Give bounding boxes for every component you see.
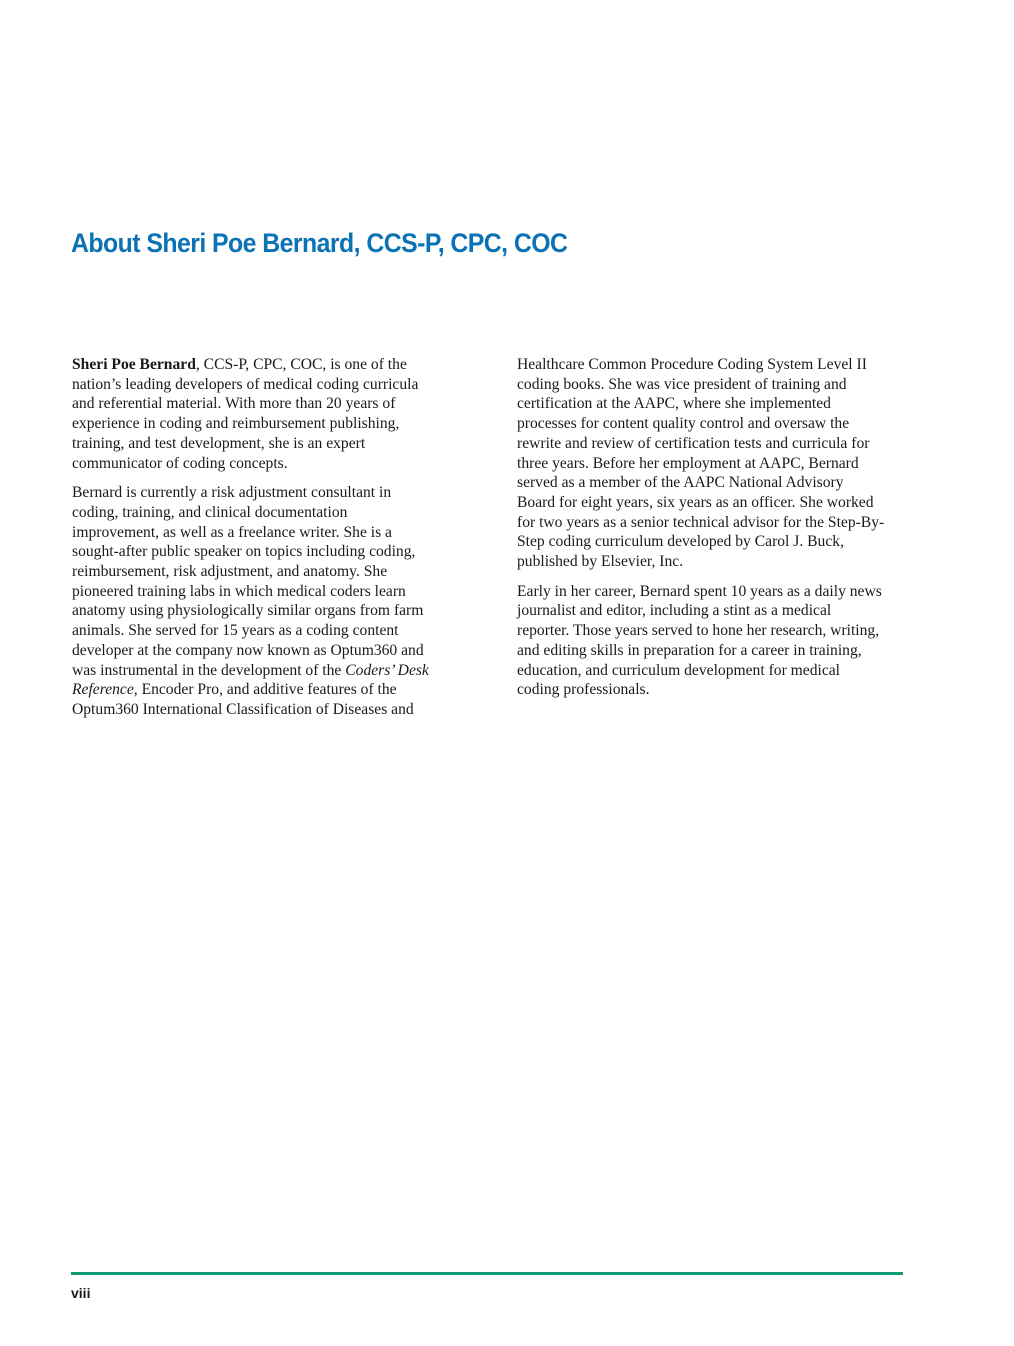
text-line: communicator of coding concepts. [72, 454, 288, 472]
text-line: coding books. She was vice president of training and [517, 375, 847, 393]
page-title: About Sheri Poe Bernard, CCS-P, CPC, COC [71, 228, 568, 258]
text-line: animals. She served for 15 years as a coding content [72, 622, 399, 640]
text-line: served as a member of the AAPC National Advisory [517, 474, 844, 492]
bio-paragraph-early-career [517, 582, 910, 700]
text-line: Step coding curriculum developed by Carol J. Buck, [517, 533, 844, 551]
text-line: coding professionals. [517, 681, 650, 699]
text-line: anatomy using physiologically similar organs from farm [72, 602, 424, 620]
text-line: reporter. Those years served to hone her research, writing, [517, 622, 880, 640]
bio-paragraph-continued [517, 355, 910, 572]
text-line: coding, training, and clinical documentation [72, 503, 348, 521]
text-line [72, 661, 462, 681]
bio-paragraph-career [72, 483, 462, 719]
text-line: and editing skills in preparation for a career in training, [517, 641, 862, 659]
text-line: rewrite and review of certification tests and curricula for [517, 434, 870, 452]
left-column [72, 355, 462, 730]
text-line: published by Elsevier, Inc. [517, 553, 684, 571]
text-line: three years. Before her employment at AAPC, Bernard [517, 454, 859, 472]
author-credentials: , CCS-P, CPC, COC, [195, 356, 327, 373]
text-line [72, 680, 462, 700]
author-name: Sheri Poe Bernard [72, 356, 196, 373]
text-line: experience in coding and reimbursement publishing, [72, 415, 400, 433]
text-line: developer at the company now known as Optum360 and [72, 641, 424, 659]
text-line: processes for content quality control and oversaw the [517, 415, 850, 433]
text-line: training, and test development, she is an expert [72, 434, 366, 452]
text-line: Bernard is currently a risk adjustment consultant in [72, 484, 392, 502]
text-line: certification at the AAPC, where she implemented [517, 395, 831, 413]
text-line: journalist and editor, including a stint as a medical [517, 602, 832, 620]
text-line: improvement, as well as a freelance writer. She is a [72, 523, 392, 541]
text-line: Board for eight years, six years as an officer. She worked [517, 493, 874, 511]
text-line: sought-after public speaker on topics including coding, [72, 543, 416, 561]
text-fragment: was instrumental in the development of the [72, 661, 346, 679]
text-line: reimbursement, risk adjustment, and anatomy. She [72, 563, 388, 581]
text-line: and referential material. With more than 20 years of [72, 395, 396, 413]
book-title-fragment: Reference [72, 681, 134, 699]
text-line: pioneered training labs in which medical coders learn [72, 582, 406, 600]
book-title-fragment: Coders’ Desk [345, 661, 429, 679]
text-line: for two years as a senior technical advisor for the Step-By- [517, 513, 885, 531]
text-line: Optum360 International Classification of Diseases and [72, 700, 414, 718]
text-fragment: , Encoder Pro, and additive features of the [133, 681, 397, 699]
right-column [517, 355, 910, 710]
text-line: Healthcare Common Procedure Coding System Level II [517, 356, 867, 373]
bio-paragraph-intro [72, 355, 462, 473]
footer-divider [71, 1272, 903, 1275]
page-number: viii [71, 1285, 91, 1301]
text-fragment: is one of the [326, 356, 407, 373]
text-line [72, 355, 462, 375]
text-line: education, and curriculum development for medical [517, 661, 841, 679]
text-line: Early in her career, Bernard spent 10 years as a daily news [517, 582, 882, 600]
text-line: nation’s leading developers of medical coding curricula [72, 375, 419, 393]
